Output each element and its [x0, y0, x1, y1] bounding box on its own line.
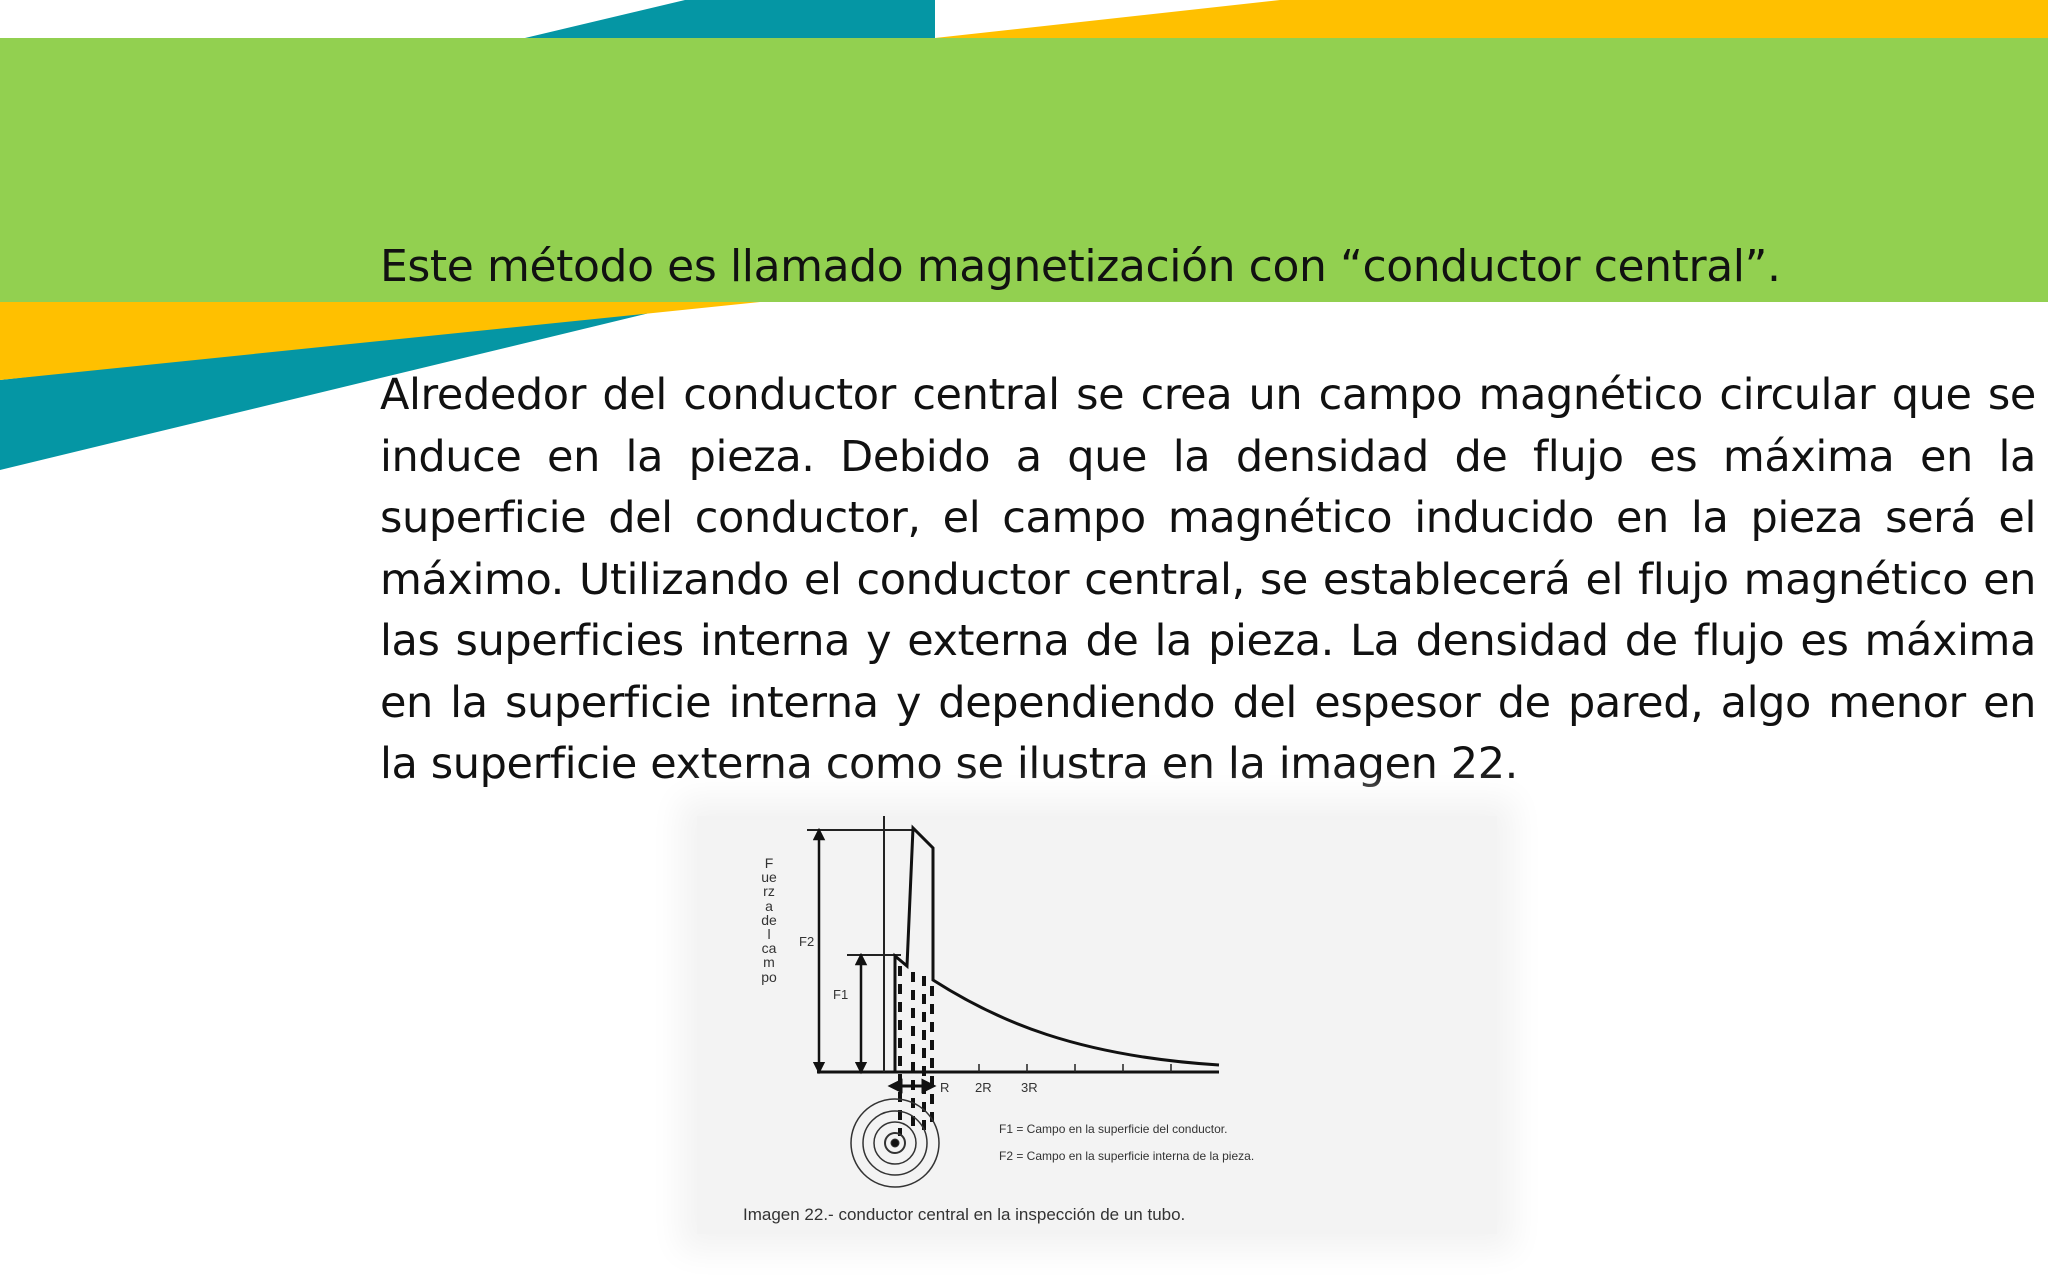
pipe-cross-section	[851, 1099, 939, 1187]
figure-diagram	[697, 816, 1497, 1234]
tick-label-3r: 3R	[1021, 1080, 1038, 1095]
legend-f1: F1 = Campo en la superficie del conductor.	[999, 1122, 1228, 1136]
figure-y-axis-label: Fuerza del campo	[761, 855, 777, 985]
pipe-wall-dashes	[900, 966, 932, 1136]
figure-caption: Imagen 22.- conductor central en la inspección de un tubo.	[743, 1205, 1186, 1224]
top-yellow-stripe	[935, 0, 2048, 38]
tick-label-2r: 2R	[975, 1080, 992, 1095]
top-teal-stripe	[525, 0, 935, 38]
f2-label: F2	[799, 934, 815, 949]
legend-f2: F2 = Campo en la superficie interna de la pieza.	[999, 1149, 1255, 1163]
tick-label-r: R	[940, 1080, 950, 1095]
f1-label: F1	[833, 987, 849, 1002]
field-curve	[895, 828, 1219, 1072]
slide-paragraph: Alrededor del conductor central se crea un campo magnético circular que se induce en la pieza. Debido a que la densidad de flujo es máxima en la superficie del conductor, el campo magnético inducido en la pieza será el máximo. Utilizando el conductor central, se establecerá el flujo magnético en las superficies interna y externa de la pieza. La densidad de flujo es máxima en la superficie interna y dependiendo del espesor de pared, algo menor en la superficie externa como se ilustra en la imagen 22.	[380, 370, 2036, 789]
slide-title: Este método es llamado magnetización con “conductor central”.	[380, 241, 1781, 292]
